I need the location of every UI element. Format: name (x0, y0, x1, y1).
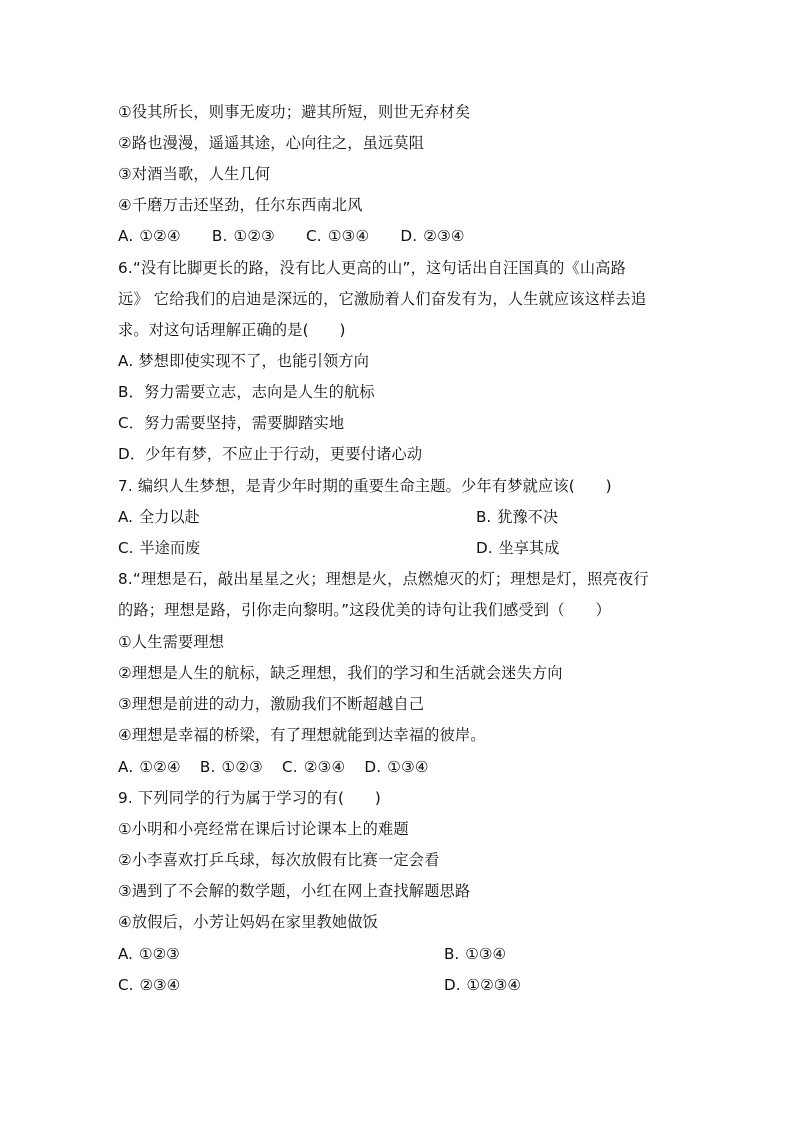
q5-options (118, 226, 465, 246)
q5-item-2: ②路也漫漫，遥遥其途，心向往之，虽远莫阻 (118, 134, 425, 152)
q8-option-a: A. ①②④ (118, 758, 181, 776)
q8-stem-line-2: 的路；理想是路，引你走向黎明。”这段优美的诗句让我们感受到（ ） (118, 601, 611, 619)
q9-option-d: D. ①②③④ (444, 976, 521, 994)
q8-option-c: C. ②③④ (281, 758, 346, 776)
q9-option-c: C. ②③④ (118, 976, 181, 994)
q9-item-2: ②小李喜欢打乒乓球，每次放假有比赛一定会看 (118, 851, 440, 869)
q6-stem-line-3: 求。对这句话理解正确的是( ) (118, 321, 346, 339)
q7-option-b: B. 犹豫不决 (476, 508, 558, 526)
q6-stem-line-1: 6.“没有比脚更长的路，没有比人更高的山”，这句话出自汪国真的《山高路 (118, 259, 627, 277)
q6-option-a: A. 梦想即使实现不了，也能引领方向 (118, 352, 370, 370)
q5-item-1: ①役其所长，则事无废功；避其所短，则世无弃材矣 (118, 103, 471, 121)
q8-stem-line-1: 8.“理想是石，敲出星星之火；理想是火，点燃熄灭的灯；理想是灯，照亮夜行 (118, 570, 649, 588)
q8-item-2: ②理想是人生的航标，缺乏理想，我们的学习和生活就会迷失方向 (118, 664, 563, 682)
q6-option-b: B．努力需要立志，志向是人生的航标 (118, 383, 375, 401)
q6-option-c: C．努力需要坚持，需要脚踏实地 (118, 414, 345, 432)
q8-item-3: ③理想是前进的动力，激励我们不断超越自己 (118, 695, 425, 713)
q5-item-3: ③对酒当歌，人生几何 (118, 165, 271, 183)
q9-option-a: A. ①②③ (118, 945, 180, 963)
q8-item-1: ①人生需要理想 (118, 633, 225, 651)
q7-option-a: A. 全力以赴 (118, 508, 200, 526)
q5-option-d: D. ②③④ (400, 227, 465, 245)
q6-option-d: D．少年有梦，不应止于行动，更要付诸心动 (118, 445, 423, 463)
q5-option-a: A. ①②④ (118, 227, 181, 245)
q8-option-d: D. ①③④ (364, 758, 429, 776)
q9-stem: 9. 下列同学的行为属于学习的有( ) (118, 789, 381, 807)
q9-option-b: B. ①③④ (444, 945, 507, 963)
q5-item-4: ④千磨万击还坚劲，任尔东西南北风 (118, 196, 363, 214)
q9-item-1: ①小明和小亮经常在课后讨论课本上的难题 (118, 820, 409, 838)
q6-stem-line-2: 远》 它给我们的启迪是深远的，它激励着人们奋发有为，人生就应该这样去追 (118, 290, 647, 308)
q9-item-4: ④放假后，小芳让妈妈在家里教她做饭 (118, 913, 379, 931)
q9-item-3: ③遇到了不会解的数学题，小红在网上查找解题思路 (118, 882, 471, 900)
q7-option-c: C. 半途而废 (118, 539, 201, 557)
q8-options (118, 757, 429, 777)
q8-option-b: B. ①②③ (199, 758, 263, 776)
q7-option-d: D. 坐享其成 (476, 539, 560, 557)
q8-item-4: ④理想是幸福的桥梁，有了理想就能到达幸福的彼岸。 (118, 726, 486, 744)
q5-option-b: B. ①②③ (211, 227, 275, 245)
q7-stem: 7. 编织人生梦想，是青少年时期的重要生命主题。少年有梦就应该( ) (118, 477, 612, 495)
q5-option-c: C. ①③④ (305, 227, 370, 245)
